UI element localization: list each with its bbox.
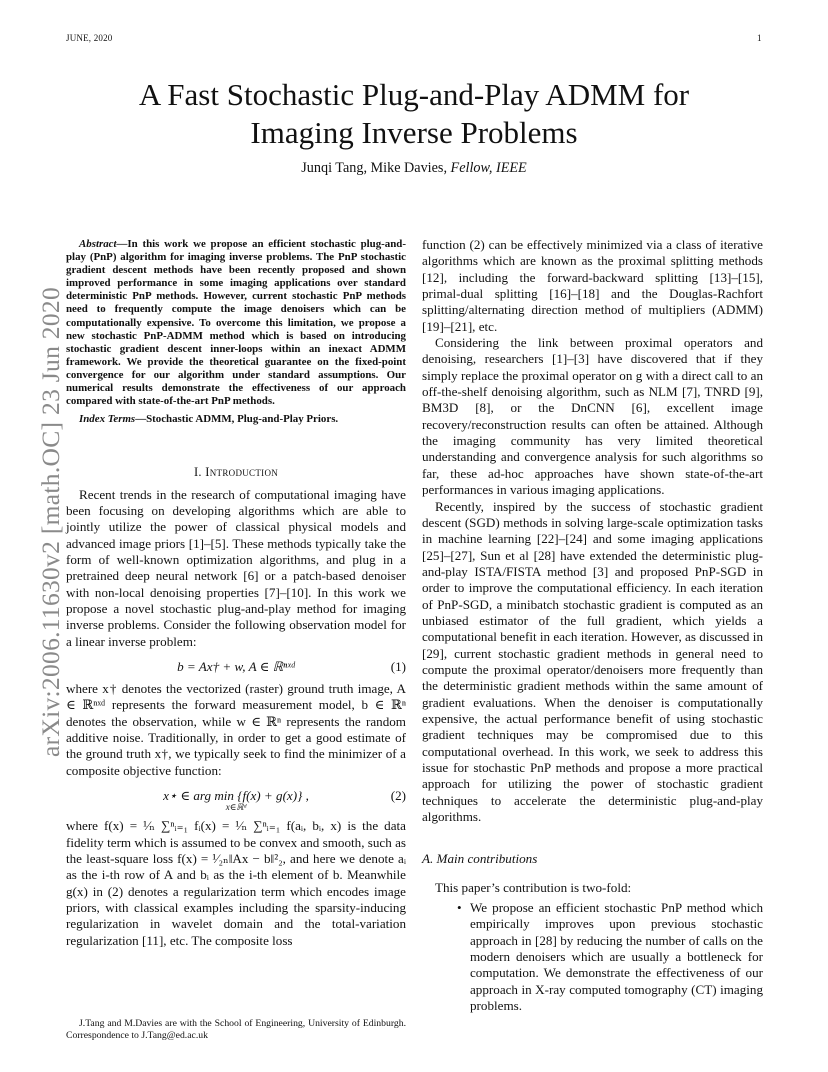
- right-paragraph-1: function (2) can be effectively minimized via a class of iterative algorithms which are known as the proximal splitting methods [12], including the forward-backward splitting [13]–[15], primal-dual splitting [16]–[18] and the Douglas-Rachfort splitting/alternating direction method of multipliers (ADMM) [19]–[21], etc.: [422, 237, 763, 334]
- equation-1-number: (1): [390, 659, 406, 675]
- abstract: [66, 238, 406, 408]
- paper-title: [90, 76, 738, 152]
- equation-1: [66, 656, 406, 678]
- equation-1-body: b = Ax† + w, A ∈ ℝⁿˣᵈ: [177, 659, 295, 675]
- left-column: [66, 238, 406, 949]
- right-paragraph-2: Considering the link between proximal operators and denoising, researchers [1]–[3] have discovered that if they simply replace the proximal operator on g with a direct call to an off-the-shelf denoising algorithm, such as NLM [7], TNRD [9], BM3D [8], or the DnCNN [6], excellent image recovery/reconstruction results can often be attained. Although the imaging community has very limited theoretical understanding and convergence analysis for such algorithms so far, these ad-hoc approaches have shown state-of-the-art performances in various imaging applications.: [422, 335, 763, 498]
- running-header-date: JUNE, 2020: [66, 33, 113, 43]
- page-number: 1: [757, 33, 762, 43]
- index-terms: [66, 413, 406, 426]
- index-terms-text: —Stochastic ADMM, Plug-and-Play Priors.: [135, 413, 339, 426]
- equation-2-body: x⋆ ∈ arg min {f(x) + g(x)} ,: [163, 788, 309, 804]
- footnote: J.Tang and M.Davies are with the School of Engineering, University of Edinburgh. Correspondence to J.Tang@ed.ac.uk: [66, 1018, 406, 1041]
- equation-2: [66, 785, 406, 815]
- equation-2-subscript: x∈ℝᵈ: [225, 802, 247, 813]
- section-title: Introduction: [205, 465, 279, 480]
- contribution-item: • We propose an efficient stochastic PnP method which empirically improves upon previous stochastic approach in [28] by reducing the number of calls on the modern denoisers which are usually a bottleneck for computation. We demonstrate the effectiveness of our approach in X-ray computed tomography (CT) imaging problems.: [470, 900, 763, 1014]
- contributions-intro: This paper’s contribution is two-fold:: [435, 879, 632, 895]
- paper-title-line-1: A Fast Stochastic Plug-and-Play ADMM for: [138, 77, 690, 112]
- author-names: Junqi Tang, Mike Davies,: [301, 160, 451, 176]
- intro-paragraph-3: where f(x) = ¹⁄ₙ ∑ⁿᵢ₌₁ fᵢ(x) = ¹⁄ₙ ∑ⁿᵢ₌₁ f(aᵢ, bᵢ, x) is the data fidelity term which is assumed to be convex and smooth, such as the least-square loss f(x) = ¹⁄₂ₙ‖Ax − b‖²₂, and here we denote aᵢ as the i-th row of A and bᵢ as the i-th element of b. Meanwhile g(x) in (2) denotes a regularization term which encodes image priors, with classical examples including the sparsity-inducing regularization in wavelet domain and the total-variation regularization [11], etc. The composite loss: [66, 818, 406, 948]
- author-fellow-title: Fellow, IEEE: [450, 160, 527, 176]
- right-paragraph-3: Recently, inspired by the success of stochastic gradient descent (SGD) methods in solving large-scale optimization tasks in machine learning [22]–[24] and some imaging applications [25]–[27], Sun et al [28] have extended the deterministic plug-and-play ISTA/FISTA method [3] and proposed PnP-SGD in order to improve the computational efficiency. In each iteration of PnP-SGD, a minibatch stochastic gradient is computed as an unbiased estimator of the full gradient, which yields a computational benefit in each iteration. However, as discussed in [29], current stochastic gradient methods in general need to compute the proximal operator/denoisers more frequently than the deterministic gradient methods within the same amount of gradient evaluations. When the denoiser is computationally expensive, the actual performance benefit of using stochastic gradient techniques may be compromised due to this computational overhead. In this work, we seek to address this issue for stochastic PnP methods and propose a more practical approach for utilizing the power of stochastic gradient techniques to accelerate the deterministic plug-and-play algorithms.: [422, 498, 763, 825]
- right-column: [422, 237, 763, 1014]
- index-terms-label: Index Terms: [79, 413, 136, 426]
- contributions-list: [422, 900, 763, 1014]
- abstract-text: —In this work we propose an efficient stochastic plug-and-play (PnP) algorithm for imaging inverse problems. The PnP stochastic gradient descent methods have been recently proposed and shown improved performance in some imaging applications over standard deterministic PnP methods. However, current stochastic PnP methods need to frequently compute the image denoisers which can be computationally expensive. To overcome this limitation, we propose a new stochastic PnP-ADMM method which is based on introducing stochastic gradient descent inner-loops within an inexact ADMM framework. We provide the theoretical guarantee on the fixed-point convergence for our algorithm under standard assumptions. Our numerical results demonstrate the effectiveness of our approach compared with state-of-the-art PnP methods.: [66, 238, 406, 408]
- abstract-label: Abstract: [79, 238, 117, 250]
- intro-paragraph-1: Recent trends in the research of computational imaging have been focusing on developing algorithms which are able to jointly utilize the power of classical physical models and advanced image priors [1]–[5]. These methods typically take the form of well-known optimization algorithms, and plug in a pretrained deep neural network [6] or a patch-based denoiser with non-local denoising properties [7]–[10]. In this work we propose a novel stochastic plug-and-play method for imaging inverse problems. Consider the following observation model for a linear inverse problem:: [66, 486, 406, 649]
- equation-2-number: (2): [390, 788, 406, 804]
- subsection-heading-main-contributions: A. Main contributions: [422, 851, 538, 867]
- intro-paragraph-2: where x† denotes the vectorized (raster) ground truth image, A ∈ ℝⁿˣᵈ represents the forward measurement model, b ∈ ℝⁿ denotes the observation, while w ∈ ℝⁿ represents the random additive noise. Traditionally, in order to get a good estimate of the ground truth x†, we typically seek to find the minimizer of a composite objective function:: [66, 681, 406, 778]
- author-list: [90, 160, 738, 177]
- section-numeral: I.: [193, 465, 206, 480]
- arxiv-stamp: arXiv:2006.11630v2 [math.OC] 23 Jun 2020: [36, 286, 65, 758]
- section-heading-introduction: [66, 464, 406, 480]
- paper-title-line-2: Imaging Inverse Problems: [250, 115, 578, 150]
